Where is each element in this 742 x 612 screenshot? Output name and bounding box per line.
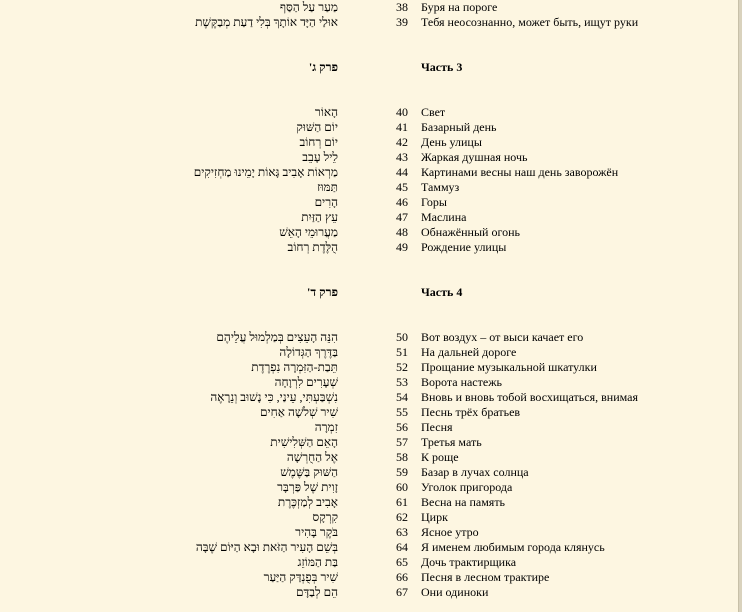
russian-title: Я именем любимым города клянусь — [421, 540, 605, 554]
hebrew-title: אוּלַי הַיָּד אוֹתָךְ בְּלִי דַעַת מְבַקֶּשֶׁת — [195, 15, 338, 29]
poem-number: 39 — [396, 15, 408, 29]
russian-section-title: Часть 4 — [421, 285, 463, 299]
russian-title: Таммуз — [421, 180, 460, 194]
contents-row — [0, 510, 742, 525]
contents-row — [0, 195, 742, 210]
hebrew-title: יוֹם רְחוֹב — [299, 135, 338, 149]
poem-number: 41 — [396, 120, 408, 134]
hebrew-title: יוֹם הַשּׁוּק — [296, 120, 338, 134]
contents-row — [0, 225, 742, 240]
hebrew-title: מַעֲרוּמֵי הָאֵשׁ — [279, 225, 338, 239]
poem-number: 44 — [396, 165, 408, 179]
hebrew-title: קִרְקָס — [312, 510, 338, 524]
poem-number: 40 — [396, 105, 408, 119]
contents-row — [0, 465, 742, 480]
contents-row — [0, 150, 742, 165]
russian-title: Рождение улицы — [421, 240, 507, 254]
contents-row — [0, 0, 742, 15]
russian-title: Свет — [421, 105, 446, 119]
hebrew-title: מַעַר עַל הַסַּף — [279, 0, 338, 14]
russian-title: Они одиноки — [421, 585, 489, 599]
poem-number: 53 — [396, 375, 408, 389]
russian-title: Тебя неосознанно, может быть, ищут руки — [421, 15, 639, 29]
russian-title: Маслина — [421, 210, 467, 224]
hebrew-title: מַרְאוֹת אָבִיב גָּאוֹת יָמֵינוּ מַחְזִיקִים — [193, 165, 338, 179]
hebrew-title: תֵּבַת-הַזִּמְרָה נִפְרֶדֶת — [251, 360, 338, 374]
contents-row — [0, 525, 742, 540]
hebrew-title: הָאוֹר — [314, 105, 338, 119]
section-header — [0, 285, 742, 300]
hebrew-title: זָוִית שֶׁל פַּרְבָּר — [277, 480, 338, 494]
russian-title: Песнь трёх братьев — [421, 405, 521, 419]
hebrew-title: אָבִיב לְמַזְכֶּרֶת — [277, 495, 338, 509]
poem-number: 63 — [396, 525, 408, 539]
poem-number: 56 — [396, 420, 408, 434]
contents-row — [0, 135, 742, 150]
contents-row — [0, 210, 742, 225]
hebrew-title: שְׁעָרִים לִרְוָחָה — [274, 375, 338, 389]
poem-number: 43 — [396, 150, 408, 164]
poem-number: 47 — [396, 210, 408, 224]
russian-title: Вновь и вновь тобой восхищаться, внимая — [421, 390, 638, 404]
hebrew-title: שִׁיר שְׁלֹשָׁה אַחִים — [260, 405, 338, 419]
contents-row — [0, 450, 742, 465]
section-header — [0, 60, 742, 75]
contents-row — [0, 345, 742, 360]
contents-row — [0, 105, 742, 120]
poem-number: 55 — [396, 405, 408, 419]
russian-title: Картинами весны наш день заворожён — [421, 165, 619, 179]
hebrew-title: תַּמּוּז — [317, 180, 338, 194]
poem-number: 60 — [396, 480, 408, 494]
contents-row — [0, 555, 742, 570]
poem-number: 65 — [396, 555, 408, 569]
russian-title: Прощание музыкальной шкатулки — [421, 360, 597, 374]
contents-row — [0, 540, 742, 555]
hebrew-title: הֵם לְבַדָּם — [295, 585, 338, 599]
hebrew-title: בֹּקֶר בָּהִיר — [295, 525, 338, 539]
hebrew-title: עֵץ הַזַּיִת — [301, 210, 338, 224]
poem-number: 46 — [396, 195, 408, 209]
contents-row — [0, 360, 742, 375]
russian-title: Ясное утро — [421, 525, 479, 539]
russian-title: Дочь трактирщика — [421, 555, 517, 569]
contents-row — [0, 240, 742, 255]
poem-number: 38 — [396, 0, 408, 14]
hebrew-section-title: פרק ד' — [307, 285, 338, 299]
russian-title: Базарный день — [421, 120, 497, 134]
contents-row — [0, 330, 742, 345]
poem-number: 61 — [396, 495, 408, 509]
poem-number: 54 — [396, 390, 408, 404]
russian-title: Цирк — [421, 510, 448, 524]
russian-title: День улицы — [421, 135, 482, 149]
hebrew-title: הֻלֶּדֶת רְחוֹב — [287, 240, 338, 254]
russian-title: Жаркая душная ночь — [421, 150, 528, 164]
contents-row — [0, 495, 742, 510]
poem-number: 58 — [396, 450, 408, 464]
poem-number: 62 — [396, 510, 408, 524]
contents-row — [0, 180, 742, 195]
contents-row — [0, 405, 742, 420]
poem-number: 42 — [396, 135, 408, 149]
russian-title: Вот воздух – от выси качает его — [421, 330, 584, 344]
poem-number: 49 — [396, 240, 408, 254]
contents-row — [0, 390, 742, 405]
hebrew-title: אֶל הַחֻרְשָׁה — [286, 450, 338, 464]
vertical-scrollbar[interactable] — [738, 0, 742, 612]
poem-number: 50 — [396, 330, 408, 344]
contents-row — [0, 480, 742, 495]
hebrew-title: נִשְׁבַּעְתִּי, עֵינַי, כִּי נָשׁוּב וְנֵרָאֶה — [210, 390, 338, 404]
russian-title: Базар в лучах солнца — [421, 465, 529, 479]
contents-row — [0, 375, 742, 390]
russian-title: Третья мать — [421, 435, 482, 449]
russian-title: Песня — [421, 420, 453, 434]
poem-number: 67 — [396, 585, 408, 599]
contents-row — [0, 435, 742, 450]
contents-row — [0, 120, 742, 135]
russian-title: К роще — [421, 450, 459, 464]
hebrew-title: בְּשֵׁם הָעִיר הַזֹּאת וּבָא הַיּוֹם שֶׁבָּה — [195, 540, 338, 554]
hebrew-title: הַשּׁוּק בַּשֶּׁמֶשׁ — [280, 465, 338, 479]
russian-section-title: Часть 3 — [421, 60, 463, 74]
russian-title: Ворота настежь — [421, 375, 502, 389]
russian-title: На дальней дороге — [421, 345, 517, 359]
hebrew-title: שִׁיר בְּפֻנְדַּק הַיַּעַר — [263, 570, 338, 584]
poem-number: 66 — [396, 570, 408, 584]
contents-row — [0, 570, 742, 585]
poem-number: 57 — [396, 435, 408, 449]
contents-row — [0, 15, 742, 30]
contents-row — [0, 420, 742, 435]
russian-title: Горы — [421, 195, 447, 209]
poem-number: 59 — [396, 465, 408, 479]
contents-row — [0, 165, 742, 180]
hebrew-title: בַּדֶּרֶךְ הַגְּדוֹלָה — [279, 345, 338, 359]
russian-title: Буря на пороге — [421, 0, 498, 14]
poem-number: 52 — [396, 360, 408, 374]
russian-title: Обнажённый огонь — [421, 225, 520, 239]
hebrew-title: הָאֵם הַשְּׁלִישִׁית — [270, 435, 338, 449]
poem-number: 64 — [396, 540, 408, 554]
hebrew-section-title: פרק ג' — [308, 60, 338, 74]
poem-number: 45 — [396, 180, 408, 194]
russian-title: Уголок пригорода — [421, 480, 513, 494]
contents-row — [0, 585, 742, 600]
hebrew-title: לֵיל עָבֵב — [302, 150, 338, 164]
hebrew-title: הִנֵּה הָעֵצִים בְּמַלְמוּל עֲלֵיהֶם — [216, 330, 338, 344]
hebrew-title: זִמְרָה — [314, 420, 338, 434]
poem-number: 51 — [396, 345, 408, 359]
russian-title: Песня в лесном трактире — [421, 570, 550, 584]
russian-title: Весна на память — [421, 495, 506, 509]
hebrew-title: בַּת הַמּוֹזֵג — [297, 555, 338, 569]
hebrew-title: הָרִים — [314, 195, 338, 209]
poem-number: 48 — [396, 225, 408, 239]
